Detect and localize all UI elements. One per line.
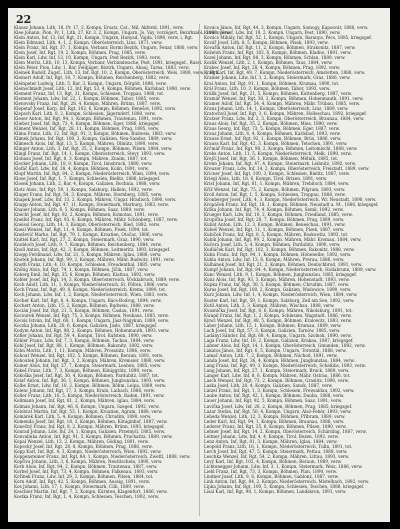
register-entry: Lísal Karl, Inf, Rgt, 98, 1, Kompn, Böhmen, Landskron, 1891, verw. <box>204 489 347 495</box>
register-entry: Kukla Anton, Ldw, Inf, 13, 6, Kompn, Mähren, Prerau, 1886, verw. <box>204 257 345 263</box>
register-entry: Kvasnička Josef, Inf, Rgt, 8, 6, Kompn, Mähren, Nikolsburg, 1891, tot. <box>204 307 353 313</box>
register-entry: Klosek Johann, Lith, 2, Bar, 4, Kompn, Galizien, Bochnia, 1888, verw. <box>14 181 161 187</box>
register-entry: Klepetař Josef, Korp, Inf, Rgt, 102, 6, Kompn, Böhmen, Benešov, 1892, verw. <box>14 105 177 111</box>
register-entry: Knotek Johann, Inf, Rgt, 99, 2, Kompn, Mähren, Mähr. Budwitz, 1891, verw. <box>14 257 175 263</box>
register-entry: Kleinpeter Ludwig, Lith, 5, Bar, 3, Kompn, Ungarn, Dörgöd, 1896, verw. <box>14 80 167 86</box>
register-entry: Kubeš Wenzel, Inf, Rgt, 11, 1, Kompn, Böhmen, Písek, 1887, verw. <box>204 226 345 232</box>
register-entry: Klein Peter, Pion, Ldw, 1, Bar, Feldjäger, Bezirk, Ungarn, Abauj, Tarna, 1883, verw. <box>14 65 190 71</box>
register-entry: Lindner Josef, Lith, 9, 6, Kompn, Böhmen, Gablonz, 1887, verw. <box>204 474 339 480</box>
register-entry: Klein Franz, Inf, Rgt, 37, 1, Kompn, Verbanr, Bormi Bezirk, Ungarn, Fenar, 1880, verw. <box>14 45 199 51</box>
register-entry: Králík Josef, Inf, Rgt, 21, 5, Kompn, Böhmen, Kuttenberg, 1887, verw. <box>204 90 352 96</box>
register-entry: Kovařík Anton, Inf, Rgt, 11, 2, Kompn, Böhmen, Strakonitz, 1887, verw. <box>204 45 356 51</box>
register-entry: Kocsis István, Inf, Rgt, 68, 1, Kompn, Ungarn, Jász-Nagykun, 1889, verw. <box>14 317 170 323</box>
register-entry: Klose Josef, Inf, Rgt, 1, 7, Kompn, Schlesien, Bielitz, 1886, kriegsgef. <box>14 176 161 182</box>
register-entry: Knopp Ferdinand, Ldw, Inf, 21, 5, Kompn, Mähren, Iglau, 1888, verw. <box>14 252 162 258</box>
register-entry: Koberg Emil, Inf, Rgt, 35, 6, Kompn, Böhmen, Klattau, 1892, verw. <box>14 272 156 278</box>
register-entry: Kriegl Alois, Lith, 18, 6, Kompn, Tirol, Brixen, 1891, verw. <box>204 176 328 182</box>
register-entry: Kolař Anton, Inf, Rgt, 36, 1, Kompn, Böhmen, Jungbunzlau, 1893, verw. <box>14 378 166 384</box>
register-entry: Lasch Wenzel, Inf, Rgt, 73, 2, Kompn, Böhmen, Graslitz, 1890, verw. <box>204 378 349 384</box>
register-entry: Laska Josef, Lith, 20, 4, Kompn, Galizien, Sanok, 1887, verw. <box>204 383 333 389</box>
register-entry: Klopf Martin, Inf, Rgt, 84, 2, Kompn, Niederösterreich, Wien, 1894, verw. <box>14 171 171 177</box>
register-entry: Kovács János, Inf, Rgt, 44, 3, Kompn, Ungarn, Somogy, Kaposvár, 1888, verw. <box>204 25 369 30</box>
register-entry: Lamač Anton, Lith, 7, 2, Kompn, Böhmen, Náchod, 1891, verw. <box>204 353 338 359</box>
register-entry: Klofáč Karl, Ldw, Inf, 28, 4, Kompn, Böhmen, Kolin, 1891, verw. <box>14 166 150 172</box>
register-entry: Kranz Johann, Lith, 14, 1, Kompn, Oberösterreich, Linz, 1889, verw. <box>204 105 349 111</box>
register-entry: Kliment Wenzel, Inf, Rgt, 28, 11, Kompn, Böhmen, Prag, 1895, verw. <box>14 125 160 131</box>
register-entry: Kleser Anton, Inf, Rgt, 94, 1, Kompn, Böhmen, Trautenau, 1891, verw. <box>14 115 164 121</box>
register-entry: Kwapil Franz, Inf, Rgt, 1, 2, Kompn, Schlesien, Wagstadt, 1886, verw. <box>204 312 352 318</box>
register-entry: Koiner Alois, Inf, Rgt, 27, 7, Kompn, Steiermark, Leoben, 1885, verw. <box>14 363 162 369</box>
register-entry: Kopal Wenzel, Lith, 13, 2, Kompn, Mähren, Göding, 1891, verw. <box>14 438 150 444</box>
register-entry: Kudláček Karl, Inf, Rgt, 102, 3, Kompn, Böhmen, Rakonitz, 1888, verw. <box>204 247 355 253</box>
register-entry: Kurz Johann, Ldw, Inf, 1, 4, Kompn, Niederösterreich, Wien, 1884, verw. <box>204 292 358 298</box>
register-entry: Kuster Karl, Inf, Rgt, 59, 1, Kompn, Salzburg, Zell am See, 1892, verw. <box>204 297 355 303</box>
register-entry: Kopřiva Johann, Lith, 3, 6, Kompn, Mähren, Neutitschein, 1890, verw. <box>14 459 163 465</box>
register-entry: Kodym Anton, Inf, Rgt, 98, 2, Kompn, Böhmen, Hohenmauth, 1893, verw. <box>14 327 170 333</box>
register-entry: Lichtenegger Johann, Ldw, Inf, 3, 1, Kompn, Steiermark, Weiz, 1886, verw. <box>204 464 363 470</box>
register-entry: Kluger Franz, Inf, Rgt, 54, 3, Kompn, Mähren, Sternberg, 1885, verw. <box>14 191 163 197</box>
register-entry: Kramář Wenzel, Inf, Rgt, 30, 2, Kompn, Böhmen, Hohenmauth, 1891, verw. <box>204 95 364 101</box>
register-entry: Klieber Josef, Inf, Rgt, 73, 4, Kompn, Böhmen, Eger, 1886, kriegsgef. <box>14 120 161 126</box>
register-entry: Kratzer Franz, Ldw, Inf, 2, 3, Kompn, Oberösterreich, Braunau, 1884, verw. <box>204 115 365 121</box>
register-entry: Kroll Anton, Inf, Rgt, 1, 5, Kompn, Schlesien, Troppau, 1888, verw. <box>204 191 346 197</box>
register-entry: Knesl Wenzel, Inf, Rgt, 11, 4, Kompn, Böhmen, Pisek, 1894, tot. <box>14 226 150 232</box>
register-entry: Lach Josef, Inf, Rgt, 57, 3, Kompn, Galizien, Tarnów, 1885, verw. <box>204 327 341 333</box>
register-entry: Kulhánek Josef, Inf, Rgt, 21, 2, Kompn, Böhmen, Deutschbrod, 1891, verw. <box>204 262 363 268</box>
register-entry: Kovács Mihály, Inf, Rgt, 52, 1, Kompn, Ungarn, Baranya, Pécs, 1885, kriegsgef. <box>204 35 373 41</box>
register-entry: Koller Franz, Lith, 16, 5, Kompn, Niederösterreich, Baden, 1891, verw. <box>14 393 165 399</box>
register-entry: Kneissl Georg, Lith, 14, 3, Kompn, Oberösterreich, Ried, 1882, verw. <box>14 221 161 227</box>
register-entry: Köhler Franz, Ldw, Inf, 7, 3, Kompn, Böhmen, Tachau, 1884, verw. <box>14 337 155 343</box>
register-entry: Landa Josef, Inf, Rgt, 36, 4, Kompn, Böhmen, Jungbunzlau, 1884, verw. <box>204 358 355 364</box>
register-entry: Knötig Alois, Inf, Rgt, 74, 1, Kompn, Böhmen, Jičín, 1887, verw. <box>14 267 149 273</box>
register-entry: Kutil Anton, Lith, 3, 3, Kompn, Mähren, Wischau, 1888, verw. <box>204 302 335 308</box>
register-entry: Kubík Johann, Inf, Rgt, 99, 2, Kompn, Mähren, Mähr. Kromau, 1884, verw. <box>204 236 362 242</box>
register-entry: Koželuh Franz, Inf, Rgt, 102, 6, Kompn, Böhmen, Kladno, 1891, verw. <box>204 50 352 56</box>
register-entry: Kubát Anton, Lith, 12, 3, Kompn, Böhmen, Beneschau, 1891, verw. <box>204 221 346 227</box>
register-entry: Lang Johann, Inf, Rgt, 27, 1, Kompn, Steiermark, Bruck, 1889, verw. <box>204 368 350 374</box>
register-entry: Kumpf Johann, Inf, Rgt, 84, 4, Kompn, Niederösterreich, Hollabrunn, 1889, verw. <box>204 267 377 273</box>
register-entry: Kocourek Wenzel, Inf, Rgt, 75, 3, Kompn, Böhmen, Neuhaus, 1885, verw. <box>14 312 169 318</box>
register-entry: Krabec Josef, Inf, Rgt, 28, 4, Kompn, Böhmen, Prag, 1892, verw. <box>204 65 341 71</box>
register-entry: Kneifel Franz, Inf, Rgt, 93, 6, Kompn, Mähren, Mähr. Schönberg, 1887, verw. <box>14 216 178 222</box>
register-entry: Kronberger Josef, Lith, 4, 3, Kompn, Niederösterreich, Wr. Neustadt, 1890, verw. <box>204 196 377 202</box>
register-entry: Kokoška Josef, Inf, Rgt, 30, 4, Kompn, Böhmen, Pardubitz, 1887, tot. <box>14 373 160 379</box>
register-entry: Klimesch Alois, Inf, Rgt, 13, 5, Kompn, Mähren, Olmütz, 1890, verw. <box>14 141 160 147</box>
column-divider <box>199 24 200 516</box>
register-entry: Krebs Anton, Lith, 11, 5, Kompn, Niederösterreich, Melk, 1890, verw. <box>204 151 352 157</box>
register-entry: Kopp Karl, Inf, Rgt, 4, 3, Kompn, Niederösterreich, Wien, 1892, verw. <box>14 448 162 454</box>
register-entry: Knittel Karl, Inf, Rgt, 27, 2, Kompn, Steiermark, Graz, 1890, verw. <box>14 236 155 242</box>
register-entry: Krainer Johann, Ldw, Inf, 3, 2, Kompn, Steiermark, Graz, 1886, verw. <box>204 75 351 81</box>
register-entry: Link Anton, Inf, Rgt, 84, 2, Kompn, Niederösterreich, Mistelbach, 1892, verw. <box>204 479 370 485</box>
register-entry: Kraus Johann, Lith, 6, 4, Kompn, Böhmen, Karlsbad, 1893, verw. <box>204 130 341 136</box>
register-entry: Lang Franz, Inf, Rgt, 49, 3, Kompn, Niederösterreich, Scheibbs, 1893, verw. <box>204 363 366 369</box>
register-entry: Lederer Franz, Inf, Rgt, 35, 6, Kompn, Böhmen, Pilsen, 1890, verw. <box>204 423 347 429</box>
register-entry: Kleinek Rudolf, Zugsf., Lith, 13, Inf, Rgt, 10, 2, Kompn, Oberösterreich, Wels, 1889, verw, i, Rgt. <box>14 70 219 76</box>
register-entry: Koch Adolf, Lith, 11, 1, Kompn, Niederösterreich, St. Pölten, 1886, verw. <box>14 282 169 288</box>
register-entry: Konrad Johann, Ldw, Inf, 24, 1, Kompn, Galizien, Przemyśl, 1885, verw. <box>14 428 166 434</box>
register-entry: Knauer Johann, Lith, 6, 5, Kompn, Böhmen, Saaz, 1889, verw. <box>14 206 146 212</box>
register-entry: Klimek Johann, Inf, Rgt, 100, 2, Kompn, Galizien, Neu-Sandez, 1889, verw. <box>14 136 173 142</box>
register-entry: Lahner Alois, Inf, Rgt, 14, 1, Kompn, Oberösterreich, Gmunden, 1892, verw. <box>204 342 366 348</box>
page-number: 22 <box>16 13 32 26</box>
register-entry: Konečný Franz, Inf, Rgt, 8, 2, Kompn, Mähren, Brünn, 1893, kriegsgef. <box>14 423 165 429</box>
register-entry: Klingl Franz, Inf, Rgt, 14, 1, Kompn, Oberösterreich, Steyr, 1893, verw. <box>14 151 166 157</box>
register-entry: Kolbe Ernst, Ldw, Inf, 10, 2, Kompn, Böhmen, Böhm. Leipa, 1889, verw. <box>14 383 167 389</box>
register-entry: Kos Johann, Lith, 17, 1, Kompn, Steiermark, Cilli, 1889, verw. <box>14 484 145 490</box>
register-entry: Krause Ernst, Inf, Rgt, 92, 1, Kompn, Böhmen, Brüx, 1886, verw. <box>204 136 342 142</box>
register-entry: Krčmář Franz, Inf, Rgt, 98, 2, Kompn, Böhmen, Leitomischl, 1888, verw. <box>204 146 358 152</box>
register-entry: Laber Johann, Lith, 15, 1, Kompn, Böhmen, Krumau, 1889, verw. <box>204 322 342 328</box>
register-entry: Klein Moritz, Lith, 10, 13, Kompn, Verbanr, Verbandwache, Pest, 1891, kriegsgef., Russl. <box>14 60 203 66</box>
register-entry: Lerch Josef, Inf, Rgt, 47, 5, Kompn, Steiermark, Pettau, 1888, verw. <box>204 448 348 454</box>
register-entry: Krauss Karl, Inf, Rgt, 42, 3, Kompn, Böhmen, Tetschen, 1891, verw. <box>204 141 348 147</box>
register-entry: Lauer Johann, Inf, Rgt, 92, 5, Kompn, Böhmen, Saaz, 1891, verw. <box>204 398 343 404</box>
register-entry: Klenovsky Franz, Inf, Rgt, 28, 4, Kompn, Mähren, Brünn, 1887, verw. <box>14 100 162 106</box>
register-entry: Kolenc Johann, Inf, Rgt, 17, 3, Kompn, Krain, Laibach, 1886, verw. <box>14 388 156 394</box>
register-entry: Kříž Wenzel, Inf, Rgt, 75, 2, Kompn, Böhmen, Pilgram, 1893, verw. <box>204 186 346 192</box>
register-entry: Koch Johann, Ldw, Inf, 1, 2, Kompn, Niederösterreich, Wien, 1883, verw. <box>14 292 169 298</box>
register-entry: Kostka Franz, Inf, Rgt, 1, 4, Kompn, Schlesien, Teschen, 1892, verw. <box>14 494 160 500</box>
register-entry: Koczka Johann, Lith, 20, 6, Kompn, Galizien, Jasło, 1887, kriegsgef. <box>14 322 158 328</box>
register-entry: Knecht Josef, Inf, Rgt, 92, 2, Kompn, Böhmen, Komotau, 1891, verw. <box>14 211 159 217</box>
register-entry: Kopecký Josef, Inf, Rgt, 28, 8, Kompn, Böhmen, Prag, 1886, verw. <box>14 443 153 449</box>
register-entry: Koppensteiner Franz, Inf, Rgt, 84, 1, Kompn, Niederösterreich, Zwettl, 1888, verw. <box>14 453 191 459</box>
register-entry: Levý Karl, Inf, Rgt, 102, 4, Kompn, Böhmen, Beraun, 1889, verw. <box>204 459 342 465</box>
register-entry: Král Franz, Lith, 10, 3, Kompn, Böhmen, Tábor, 1893, verw. <box>204 85 331 91</box>
register-entry: Kuras Josef, Inf, Rgt, 100, 2, Kompn, Galizien, Wadowice, 1890, verw. <box>204 287 352 293</box>
register-entry: Lebeda Wenzel, Lith, 12, 3, Kompn, Böhmen, Příbram, 1889, verw. <box>204 413 346 419</box>
register-entry: Kleinschmidt Josef, Lith, 12, Inf, Rgt, 53, 4, Kompn, Böhmen, Karlsbad, 1890, verw. <box>14 85 191 91</box>
register-entry: Korn Adolf, Inf, Rgt, 42, 5, Kompn, Böhmen, Aussig, 1891, verw. <box>14 479 151 485</box>
register-entry: Komárek Karl, Lith, 5, 4, Kompn, Böhmen, Chrudim, 1890, verw. <box>14 413 152 419</box>
register-entry: Kohoutek Johann, Inf, Rgt, 3, 2, Kompn, Mähren, Kremsier, 1888, verw. <box>14 358 166 364</box>
register-entry: Kochert Anton, Lith, 15, 2, Kompn, Böhmen, Budweis, 1888, verw. <box>14 302 155 308</box>
register-entry: Kovář Josef, Lith, 8, 5, Kompn, Böhmen, Pisek, 1893, verw. <box>204 40 329 46</box>
register-entry: Kupka Franz, Inf, Rgt, 30, 5, Kompn, Böhmen, Chrudim, 1887, verw. <box>204 282 350 288</box>
register-entry: Lazar Stefan, Inf, Rgt, 50, 4, Kompn, Ungarn, Alsó-Fehér, 1893, verw. <box>204 408 352 414</box>
register-entry: Knežević Marko, Inf, Rgt, 79, 1, Kompn, Kroatien, Otočac, 1886, verw. <box>14 231 164 237</box>
right-column <box>204 25 384 519</box>
register-entry: Kozel Johann, Inf, Rgt, 88, 3, Kompn, Böhmen, Schlan, 1889, verw. <box>204 55 346 61</box>
register-entry: Kohn Moritz, Lith, 1, 11, Kompn, Mähren, Prossnitz, 1886, verw. <box>14 348 152 353</box>
register-entry: Klocker Johann, Lith, 18, 9, Kompn, Tirol, Innsbruck, 1880, verw. <box>14 161 153 167</box>
register-entry: Kofler Johann, Inf, Rgt, 59, 4, Kompn, Tirol, Kufstein, 1890, verw. <box>14 332 153 338</box>
register-entry: Kovács József, Ldw, Inf, 19, 2, Kompn, Ungarn, Pest, 1890, verw. <box>204 30 341 36</box>
register-entry: Liebl Franz, Inf, Rgt, 73, 3, Kompn, Böhmen, Plan, 1890, verw. <box>204 469 338 475</box>
register-entry: Klein Karl, Ldw, Inf, 13, 10, Kompn, Ungarn, Pest Bezirk, 1893, verw. <box>14 55 162 61</box>
register-entry: Kraus Georg, Inf, Rgt, 73, 5, Kompn, Böhmen, Eger, 1887, verw. <box>204 125 341 131</box>
register-entry: Koch Franz, Inf, Rgt, 49, 8, Kompn, Niederösterreich, Krems, 1890, tot. <box>14 287 167 293</box>
register-entry: Knobloch Josef, Lith, 9, 7, Kompn, Böhmen, Reichenberg, 1884, verw. <box>14 242 162 248</box>
register-entry: Knoll Anton, Inf, Rgt, 42, 3, Kompn, Böhmen, Leitmeritz, 1893, kriegsgef. <box>14 247 171 253</box>
register-entry: Klobasa Josef, Inf, Rgt, 8, 3, Kompn, Mähren, Znaim, 1887, tot. <box>14 156 148 162</box>
register-entry: Kratochvíl Josef, Inf, Rgt, 3, 6, Kompn, Mähren, Holleschau, 1892, kriegsgef. <box>204 110 368 116</box>
register-entry: Kocián Josef, Inf, Rgt, 21, 5, Kompn, Böhmen, Časlau, 1891, verw. <box>14 307 154 313</box>
register-entry: Klíma Franz, Lith, 12, Inf, Rgt, 91, 3, Kompn, Böhmen, Budweis, 1883, verw. <box>14 130 177 136</box>
register-entry: Kozlík Wenzel, Lith, 2, 1, Kompn, Böhmen, Taus, 1884, verw. <box>204 60 333 66</box>
register-entry: Krueger Karl, Ldw, Inf, 10, 2, Kompn, Böhmen, Friedland, 1885, verw. <box>204 211 353 217</box>
register-entry: Knapek Josef, Ldw, Inf, 13, 2, Kompn, Mähren, Ungar. Hradisch, 1890, verw. <box>14 196 177 202</box>
register-entry: Komenda Josef, Inf, Rgt, 18, 3, Kompn, Böhmen, Königinhof, 1887, verw. <box>14 418 168 424</box>
register-entry: Kolman Johann, Inf, Rgt, 46, 6, Kompn, Ungarn, Szeged, 1892, verw. <box>14 403 160 409</box>
register-entry: Krenn Johann, Inf, Rgt, 47, 4, Kompn, Steiermark, Leibnitz, 1892, verw. <box>204 161 357 167</box>
register-entry: Leitner Johann, Ldw, Inf, 4, 4, Kompn, Tirol, Bozen, 1892, verw. <box>204 433 339 439</box>
register-entry: Langer Karl, Ldw, Inf, 8, 6, Kompn, Mähren, Mähr. Ostrau, 1886, tot. <box>204 373 351 379</box>
register-entry: Kohout Wenzel, Inf, Rgt, 102, 5, Kompn, Böhmen, Beraun, 1891, verw. <box>14 353 164 359</box>
register-entry: Lenz Anton, Inf, Rgt, 81, 3, Kompn, Mähren, Iglau, 1884, verw. <box>204 438 338 444</box>
register-entry: Klement Johann, Ldw, Inf, 22, 1, Kompn, Böhmen, Tabor, 1885, verw. <box>14 95 161 101</box>
register-entry: Ladányi Sándor, Inf, Rgt, 68, 4, Kompn, Ungarn, Szolnok, 1890, verw. <box>204 332 352 338</box>
register-entry: Klotz Alois, Inf, Rgt, 59, 1, Kompn, Salzburg, Hallein, 1892, verw. <box>14 186 153 192</box>
left-column <box>14 25 231 519</box>
register-entry: Lakatos János, Inf, Rgt, 6, 5, Kompn, Ungarn, Torontál, 1888, verw. <box>204 348 347 353</box>
register-page <box>8 8 390 522</box>
register-entry: Koschier Martin, Inf, Rgt, 7, 2, Kompn, Kärnten, Klagenfurt, 1886, verw. <box>14 489 168 495</box>
register-entry: Krška Johann, Inf, Rgt, 74, 4, Kompn, Böhmen, Semil, 1892, verw. <box>204 206 344 212</box>
register-entry: Klausz Johann, Lith, 18, Pr. 17, 3, Kompn, Ersatz, Cat., Mil, Akfrstd, 1891, verw. <box>14 25 184 30</box>
register-entry: Krejčí Josef, Inf, Rgt, 36, 1, Kompn, Böhmen, Mělník, 1885, tot. <box>204 156 339 162</box>
register-entry: Kropáček Franz, Inf, Rgt, 18, 1, Kompn, Böhmen, Neustadt a. M., 1886, kriegsgef. <box>204 201 379 207</box>
register-entry: Kyncl Wenzel, Inf, Rgt, 88, 5, Kompn, Böhmen, Kralowitz, 1893, verw. <box>204 317 352 323</box>
register-entry: Kraus Alois, Inf, Rgt, 35, 2, Kompn, Böhmen, Mies, 1890, verw. <box>204 120 338 126</box>
register-entry: Leder Karl, Inf, Rgt, 94, 1, Kompn, Böhmen, Braunau, 1886, verw. <box>204 418 345 424</box>
register-entry: Klement Franz, Inf, 13, Rgt, 31, Kompn, Schlesien, Troppau, 1888, tot. <box>14 90 165 96</box>
register-entry: Krupička Josef, Inf, Rgt, 28, 7, Kompn, Böhmen, Prag, 1889, verw. <box>204 216 345 222</box>
register-entry: Kreuzer Franz, Ldw, Inf, 14, 2, Kompn, Oberösterreich, Freistadt, 1889, verw. <box>204 166 370 172</box>
register-entry: Klein Edmund, Lith, 4, 1, 2, Kompn, Oberösterreich, Linz, 1871, verw. <box>14 40 163 46</box>
register-entry: Kohl Josef, Inf, Rgt, 88, 1, Kompn, Böhmen, Rakonitz, 1892, verw. <box>14 342 154 348</box>
register-entry: Laube Anton, Inf, Rgt, 42, 1, Kompn, Böhmen, Dauba, 1888, verw. <box>204 393 345 399</box>
register-entry: Klein Anton, Inf, 13, Inf, Rgt, 31, Kompn, Ungarn, Hunyad, Vajda, 1898, verw, i, Rgt. <box>14 35 194 41</box>
register-entry: Kuhn Franz, Inf, Rgt, 94, 1, Kompn, Böhmen, Hohenelbe, 1892, verw. <box>204 252 352 258</box>
register-entry: Leopold Franz, Lith, 16, 1, Kompn, Niederösterreich, Tulln, 1891, tot. <box>204 443 353 449</box>
register-entry: Lavička Josef, Ldw, Inf, 28, 2, Kompn, Böhmen, Prag, 1885, kriegsgef. <box>204 403 353 409</box>
register-entry: Knoth Franz, Lith, 4, 10, Kompn, Schlesien, Freudenthal, 1885, verw. <box>14 262 162 268</box>
register-entry: Latzel Franz, Inf, Rgt, 1, 3, Kompn, Schlesien, Freiwaldau, 1892, verw. <box>204 388 355 394</box>
register-entry: Leschka Wenzel, Inf, Rgt, 54, 2, Kompn, Mähren, Littau, 1893, verw. <box>204 453 350 459</box>
register-entry: Klepsch Karl, Lith, 8, 2, Kompn, Schlesien, Jägerndorf, 1880, verw. <box>14 110 157 116</box>
register-entry: Laga Franz, Ldw, Inf, 16, 2, Kompn, Galizien, Krakau, 1887, kriegsgef. <box>204 337 354 343</box>
register-entry: Kleinert Adolf, Inf, Rgt, 18, 7, Kompn, Böhmen, Reichenberg, 1882, verw. <box>14 75 170 81</box>
register-entry: Korb Alois, Inf, Rgt, 94, 2, Kompn, Böhmen, Trautenau, 1887, verw. <box>14 464 158 470</box>
register-entry: Lipka Johann, Inf, Rgt, 100, 5, Kompn, Schlesien, Teschen, 1888, kriegsgef. <box>204 484 365 490</box>
register-entry: Kramer Adolf, Inf, Rgt, 54, 4, Kompn, Mähren, Mähr. Trübau, 1885, verw. <box>204 100 361 106</box>
register-entry: Klinger Anton, Lith, 3, Inf, Rgt, 35, 2, Kompn, Böhmen, Pilsen, 1884, verw. <box>14 146 173 152</box>
register-entry: Konvalinka Anton, Inf, Rgt, 91, 5, Kompn, Böhmen, Prachatitz, 1889, verw. <box>14 433 173 439</box>
register-entry: Kocher Karl, Inf, Rgt, 6, 4, Kompn, Ungarn, Bács-Bodrog, 1894, verw. <box>14 297 162 303</box>
register-entry: Klee Johann, Pion, Fr, 1, Lith, 27, Kr. 3, 2, Kompn, Ungarn, Jo, Vay, vorzögert, Bezirkzabl., 1889, verw. <box>14 30 231 36</box>
register-entry: Kořínek Franz, Ldw, Inf, 29, 3, Kompn, Böhmen, Pilsen, 1884, tot. <box>14 474 154 480</box>
register-entry: Kubíček Franz, Inf, Rgt, 8, 5, Kompn, Mähren, Boskowitz, 1893, tot. <box>204 231 349 237</box>
register-entry: Kollmann Josef, Inf, Rgt, 81, 2, Kompn, Mähren, Iglau, 1884, verw. <box>14 398 156 404</box>
register-entry: Lehner Josef, Inf, Rgt, 14, 2, Kompn, Oberösterreich, Schärding, 1887, verw. <box>204 428 367 434</box>
register-entry: Kolobrat Martin, Inf, Rgt, 53, 1, Kompn, Kroatien, Agram, 1888, verw. <box>14 408 163 414</box>
register-entry: Kunc Wenzel, Lith, 9, 1, Kompn, Böhmen, Jungbunzlau, 1885, kriegsgef. <box>204 272 358 278</box>
register-entry: Kučera Josef, Lith, 5, 4, Kompn, Böhmen, Pardubitz, 1890, verw. <box>204 242 341 248</box>
register-entry: Krist Johann, Inf, Rgt, 81, 1, Kompn, Mähren, Trebitsch, 1884, verw. <box>204 181 350 187</box>
register-entry: Korbel Josef, Inf, Rgt, 73, 4, Kompn, Böhmen, Falkenau, 1893, verw. <box>14 469 159 475</box>
register-entry: Klein Josef, Inf, Rgt, 19, 2, Kompn, Böhmen, Prag, 1885, verw. <box>14 50 147 56</box>
register-entry: Kunz Alois, Inf, Rgt, 93, 3, Kompn, Mähren, Hohenstadt, 1893, verw. <box>204 277 350 283</box>
register-entry: Kral Anton, Inf, Rgt, 91, 1, Kompn, Böhmen, Krumau, 1890, tot. <box>204 80 340 86</box>
register-entry: Kricner Josef, Inf, Rgt, 100, 3, Kompn, Schlesien, Bielitz, 1887, verw. <box>204 171 351 177</box>
register-entry: Kobler Josef, Inf, Rgt, 14, 3, Kompn, Oberösterreich, Vöcklabruck, 1889, verw. <box>14 277 181 283</box>
register-entry: Kraft Karl, Inf, Rgt, 49, 7, Kompn, Niederösterreich, Amstetten, 1888, verw. <box>204 70 366 76</box>
register-entry: Kokeš Franz, Lith, 7, 3, Kompn, Böhmen, Königgrätz, 1890, verw. <box>14 368 154 374</box>
register-entry: Knapp Anton, Inf, Rgt, 47, 11, Kompn, Steiermark, Marburg, 1883, verw. <box>14 201 170 207</box>
